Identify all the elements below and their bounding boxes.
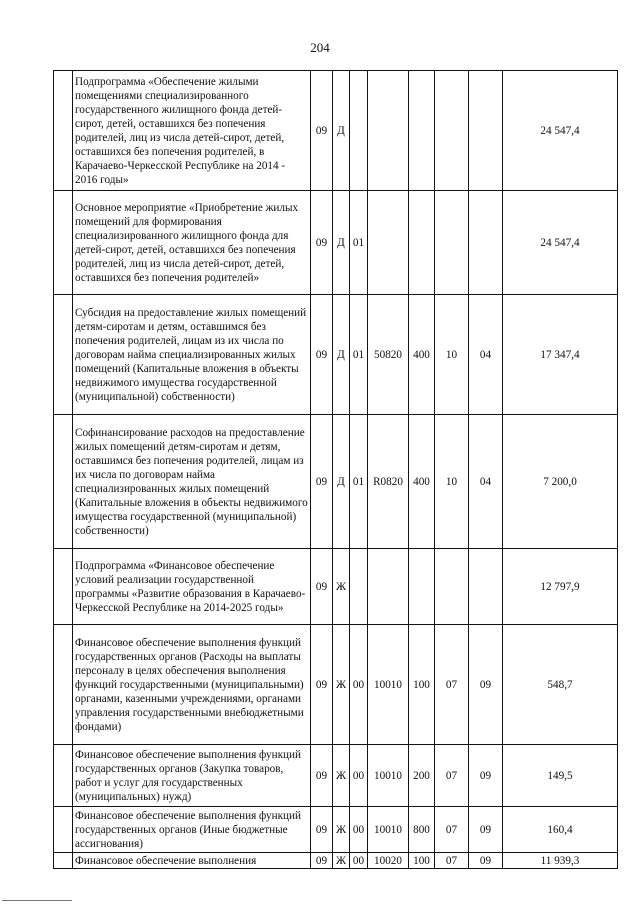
row-name: Субсидия на предоставление жилых помещений детям-сиротам и детям, оставшимся без попечения родителей, лицам из их числа по договорам найма специализированных жилых помещений (Капитальные вложения в объекты недвижимого имущества государственной (муниципальной) собственности) [73, 295, 311, 415]
code-program: Ж [333, 853, 350, 869]
code-direction: 10010 [368, 807, 409, 853]
code-expense-type: 400 [409, 295, 435, 415]
row-name: Подпрограмма «Обеспечение жилыми помещениями специализированного государственного жилищного фонда детей-сирот, детей, оставшихся без попечения родителей, лиц из числа детей-сирот, детей, оставшихся без попечения родителей, в Карачаево-Черкесской Республике на 2014 - 2016 годы» [73, 71, 311, 191]
code-section [435, 71, 469, 191]
row-index-cell [54, 415, 73, 549]
code-ministry: 09 [311, 549, 333, 625]
code-program: Д [333, 415, 350, 549]
code-direction [368, 191, 409, 295]
table-row [54, 415, 618, 549]
row-amount: 7 200,0 [503, 415, 618, 549]
code-program: Д [333, 191, 350, 295]
budget-table [53, 70, 618, 869]
code-subprogram [350, 549, 368, 625]
row-amount: 24 547,4 [503, 71, 618, 191]
footer-rule [2, 900, 72, 901]
code-subprogram: 01 [350, 415, 368, 549]
code-section [435, 191, 469, 295]
code-ministry: 09 [311, 625, 333, 745]
code-ministry: 09 [311, 191, 333, 295]
row-amount: 149,5 [503, 745, 618, 807]
row-index-cell [54, 625, 73, 745]
code-ministry: 09 [311, 853, 333, 869]
row-amount: 12 797,9 [503, 549, 618, 625]
code-expense-type: 800 [409, 807, 435, 853]
code-direction [368, 71, 409, 191]
code-program: Ж [333, 549, 350, 625]
table-row [54, 745, 618, 807]
row-index-cell [54, 807, 73, 853]
code-section: 10 [435, 295, 469, 415]
code-section: 07 [435, 807, 469, 853]
row-index-cell [54, 745, 73, 807]
code-section: 07 [435, 625, 469, 745]
code-direction [368, 549, 409, 625]
row-index-cell [54, 549, 73, 625]
row-amount: 11 939,3 [503, 853, 618, 869]
row-name: Софинансирование расходов на предоставление жилых помещений детям-сиротам и детям, оставшимся без попечения родителей, лицам из их числа по договорам найма специализированных жилых помещений (Капитальные вложения в объекты недвижимого имущества государственной (муниципальной) собственности) [73, 415, 311, 549]
code-subsection: 09 [469, 745, 503, 807]
code-subprogram: 00 [350, 745, 368, 807]
code-subsection: 04 [469, 415, 503, 549]
code-ministry: 09 [311, 807, 333, 853]
code-subsection: 04 [469, 295, 503, 415]
row-index-cell [54, 295, 73, 415]
row-index-cell [54, 71, 73, 191]
code-expense-type [409, 71, 435, 191]
code-subprogram: 01 [350, 295, 368, 415]
row-name: Финансовое обеспечение выполнения функций государственных органов (Расходы на выплаты персоналу в целях обеспечения выполнения функций государственными (муниципальными) органами, казенными учреждениями, органами управления государственными внебюджетными фондами) [73, 625, 311, 745]
code-subsection [469, 549, 503, 625]
code-subsection: 09 [469, 625, 503, 745]
code-section [435, 549, 469, 625]
code-ministry: 09 [311, 745, 333, 807]
row-index-cell [54, 853, 73, 869]
code-section: 10 [435, 415, 469, 549]
row-name: Основное мероприятие «Приобретение жилых помещений для формирования специализированного жилищного фонда для детей-сирот, детей, оставшихся без попечения родителей, лиц из числа детей-сирот, детей, оставшихся без попечения родителей» [73, 191, 311, 295]
table-row [54, 549, 618, 625]
table-row [54, 625, 618, 745]
code-direction: 10020 [368, 853, 409, 869]
row-name: Финансовое обеспечение выполнения [73, 853, 311, 869]
code-program: Д [333, 295, 350, 415]
code-ministry: 09 [311, 71, 333, 191]
code-expense-type [409, 191, 435, 295]
code-expense-type [409, 549, 435, 625]
code-subprogram: 01 [350, 191, 368, 295]
code-subprogram: 00 [350, 853, 368, 869]
code-subsection: 09 [469, 853, 503, 869]
row-amount: 24 547,4 [503, 191, 618, 295]
code-expense-type: 200 [409, 745, 435, 807]
table-row [54, 191, 618, 295]
row-amount: 17 347,4 [503, 295, 618, 415]
code-expense-type: 400 [409, 415, 435, 549]
code-subsection: 09 [469, 807, 503, 853]
row-name: Подпрограмма «Финансовое обеспечение условий реализации государственной программы «Развитие образования в Карачаево-Черкесской Республике на 2014-2025 годы» [73, 549, 311, 625]
code-subprogram: 00 [350, 625, 368, 745]
row-name: Финансовое обеспечение выполнения функций государственных органов (Иные бюджетные ассигнования) [73, 807, 311, 853]
row-index-cell [54, 191, 73, 295]
code-expense-type: 100 [409, 853, 435, 869]
code-section: 07 [435, 853, 469, 869]
table-row [54, 295, 618, 415]
code-program: Д [333, 71, 350, 191]
table-row [54, 853, 618, 869]
code-ministry: 09 [311, 415, 333, 549]
code-subprogram: 00 [350, 807, 368, 853]
code-direction: R0820 [368, 415, 409, 549]
code-subsection [469, 71, 503, 191]
table-row [54, 807, 618, 853]
code-direction: 50820 [368, 295, 409, 415]
code-expense-type: 100 [409, 625, 435, 745]
code-direction: 10010 [368, 625, 409, 745]
page-number: 204 [310, 40, 330, 55]
code-section: 07 [435, 745, 469, 807]
code-ministry: 09 [311, 295, 333, 415]
row-amount: 548,7 [503, 625, 618, 745]
row-amount: 160,4 [503, 807, 618, 853]
row-name: Финансовое обеспечение выполнения функций государственных органов (Закупка товаров, работ и услуг для государственных (муниципальных) нужд) [73, 745, 311, 807]
code-program: Ж [333, 745, 350, 807]
table-row [54, 71, 618, 191]
code-direction: 10010 [368, 745, 409, 807]
code-program: Ж [333, 625, 350, 745]
code-subprogram [350, 71, 368, 191]
code-program: Ж [333, 807, 350, 853]
code-subsection [469, 191, 503, 295]
